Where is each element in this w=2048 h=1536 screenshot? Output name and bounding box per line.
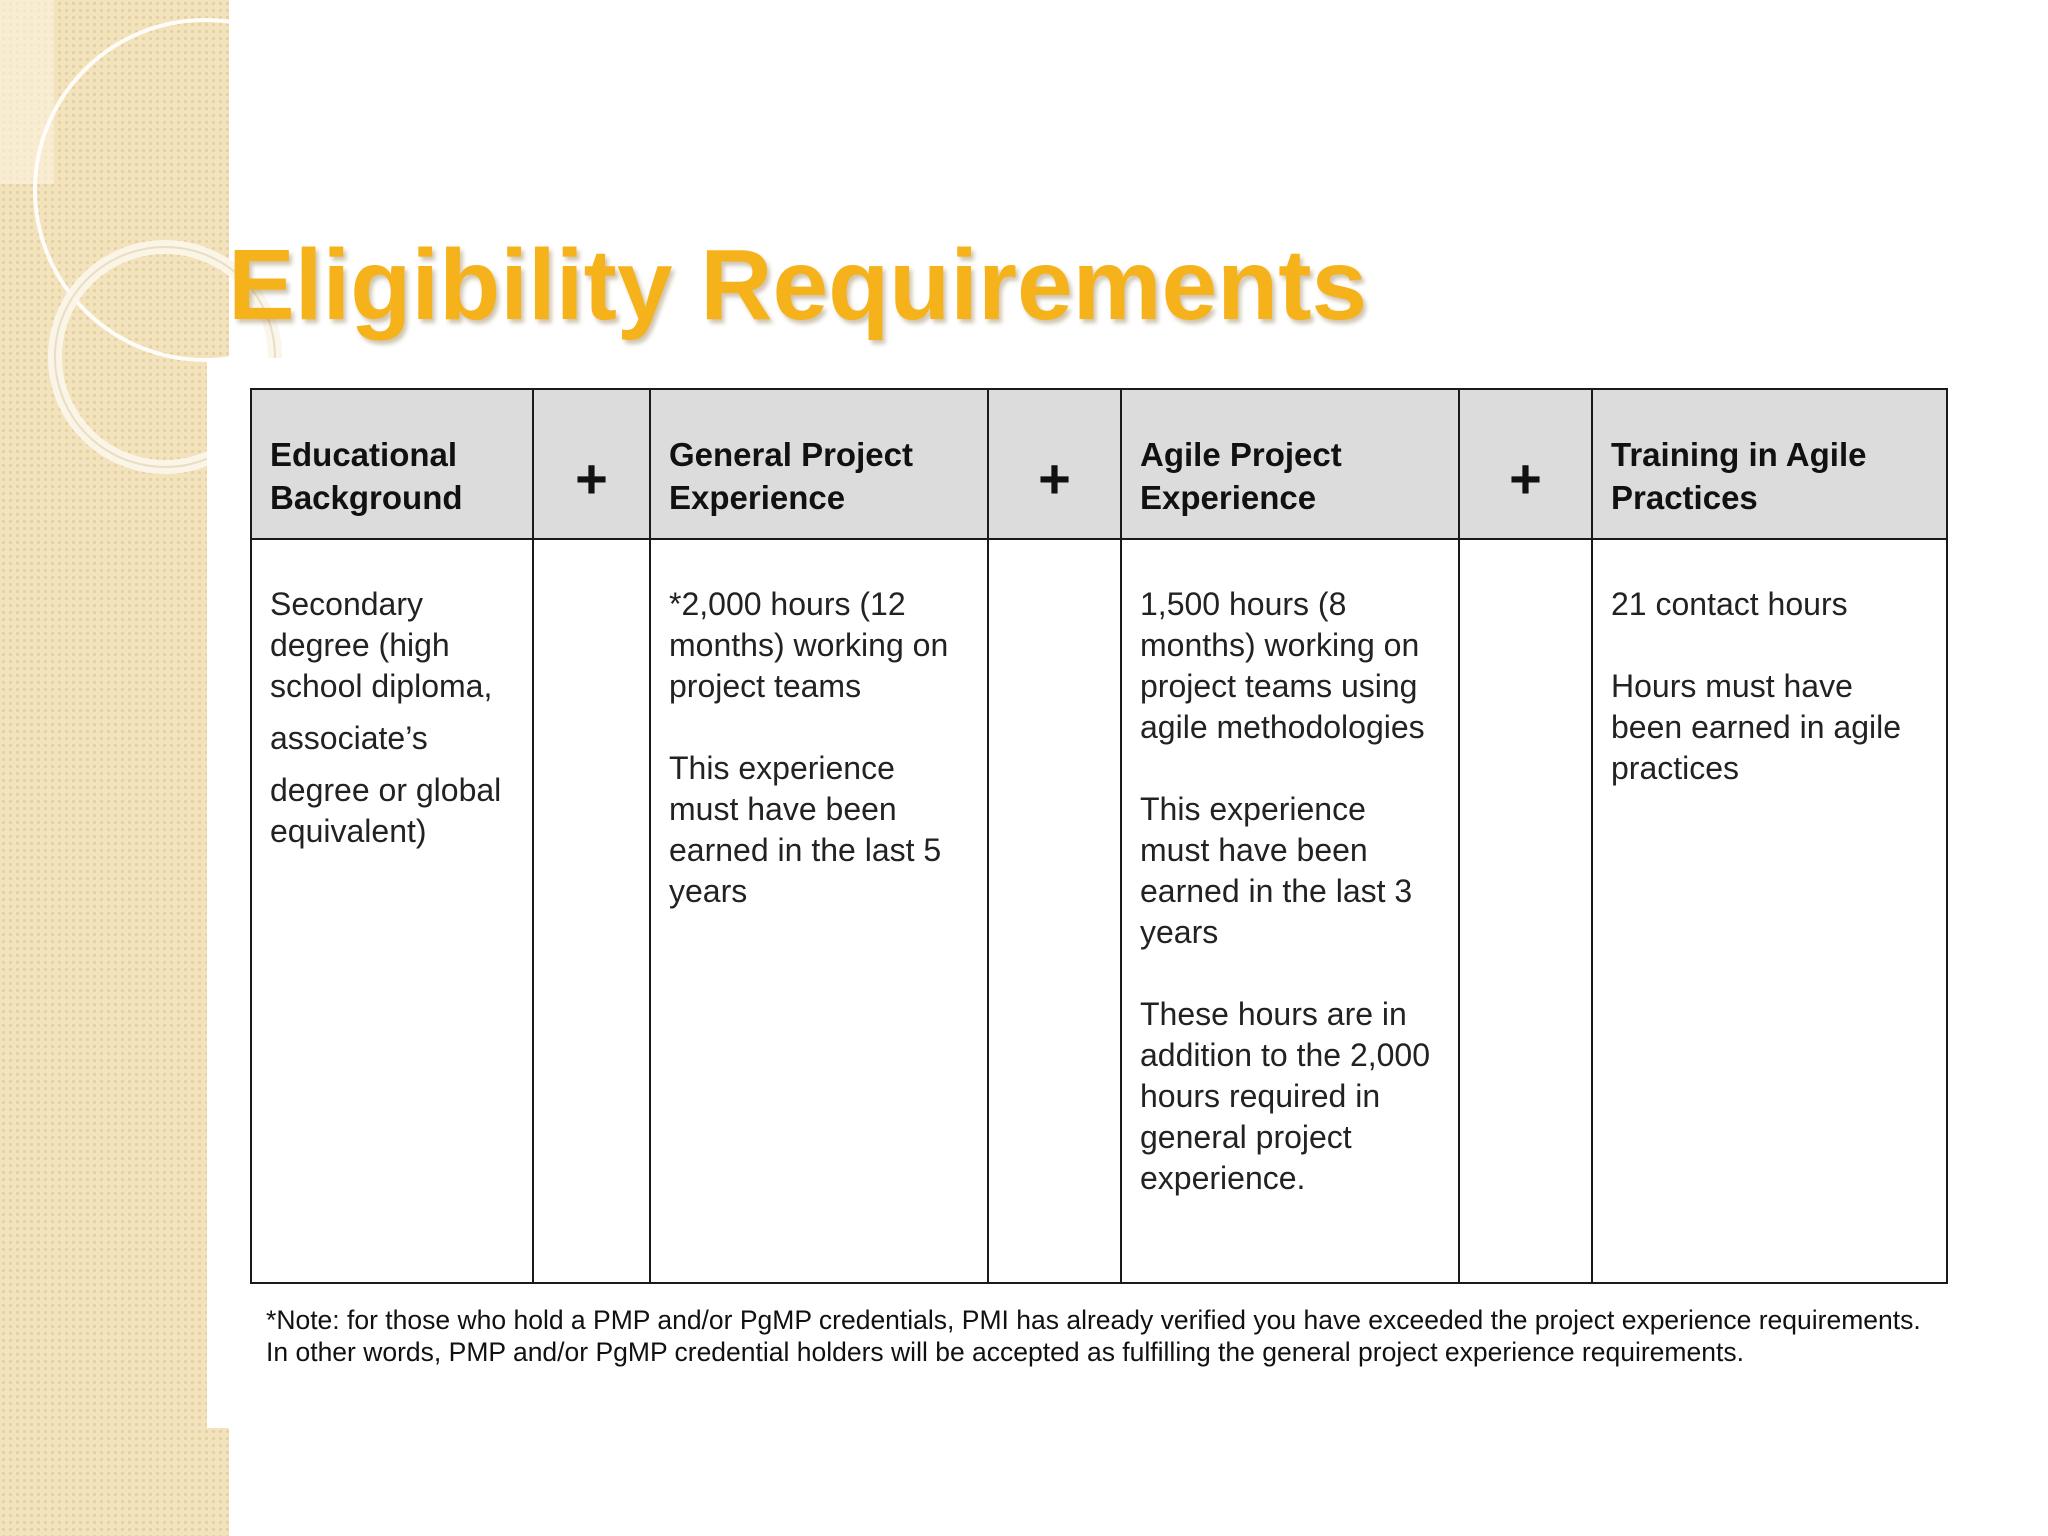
cell-general-experience [650, 539, 988, 1283]
plus-icon: + [1509, 446, 1542, 510]
eligibility-table [250, 388, 1948, 1284]
plus-separator [533, 389, 650, 539]
education-line-1: Secondary degree (high school diploma, [270, 586, 493, 704]
training-requirement: Hours must have been earned in agile practices [1611, 668, 1902, 786]
general-recency: This experience must have been earned in the last 5 years [669, 750, 942, 909]
agile-additional: These hours are in addition to the 2,000 hours required in general project experience. [1140, 996, 1431, 1196]
general-hours: *2,000 hours (12 months) working on project teams [669, 586, 949, 704]
header-agile-experience: Agile Project Experience [1121, 389, 1459, 539]
slide-title: Eligibility Requirements [228, 229, 1368, 341]
plus-separator [1459, 389, 1592, 539]
training-hours: 21 contact hours [1611, 586, 1848, 622]
plus-icon: + [1038, 446, 1071, 510]
plus-separator [988, 389, 1121, 539]
plus-icon: + [575, 446, 608, 510]
cell-agile-training [1592, 539, 1947, 1283]
cell-agile-experience [1121, 539, 1459, 1283]
education-line-3: degree or global equivalent) [270, 772, 502, 849]
header-general-experience: General Project Experience [650, 389, 988, 539]
cell-education [251, 539, 533, 1283]
table-header-row [251, 389, 1947, 539]
table-body-row [251, 539, 1947, 1283]
agile-recency: This experience must have been earned in the last 3 years [1140, 791, 1413, 950]
footnote: *Note: for those who hold a PMP and/or PgMP credentials, PMI has already verified you have exceeded the project experience requirements. In other words, PMP and/or PgMP credential holders will be accepted as fulfilling the general project experience requirements. [266, 1305, 1921, 1367]
decorative-panel [0, 0, 54, 184]
education-line-2: associate’s [270, 720, 428, 756]
cell-empty [988, 539, 1121, 1283]
cell-empty [533, 539, 650, 1283]
agile-hours: 1,500 hours (8 months) working on project teams using agile methodologies [1140, 586, 1425, 745]
cell-empty [1459, 539, 1592, 1283]
header-agile-training: Training in Agile Practices [1592, 389, 1947, 539]
header-education: Educational Background [251, 389, 533, 539]
